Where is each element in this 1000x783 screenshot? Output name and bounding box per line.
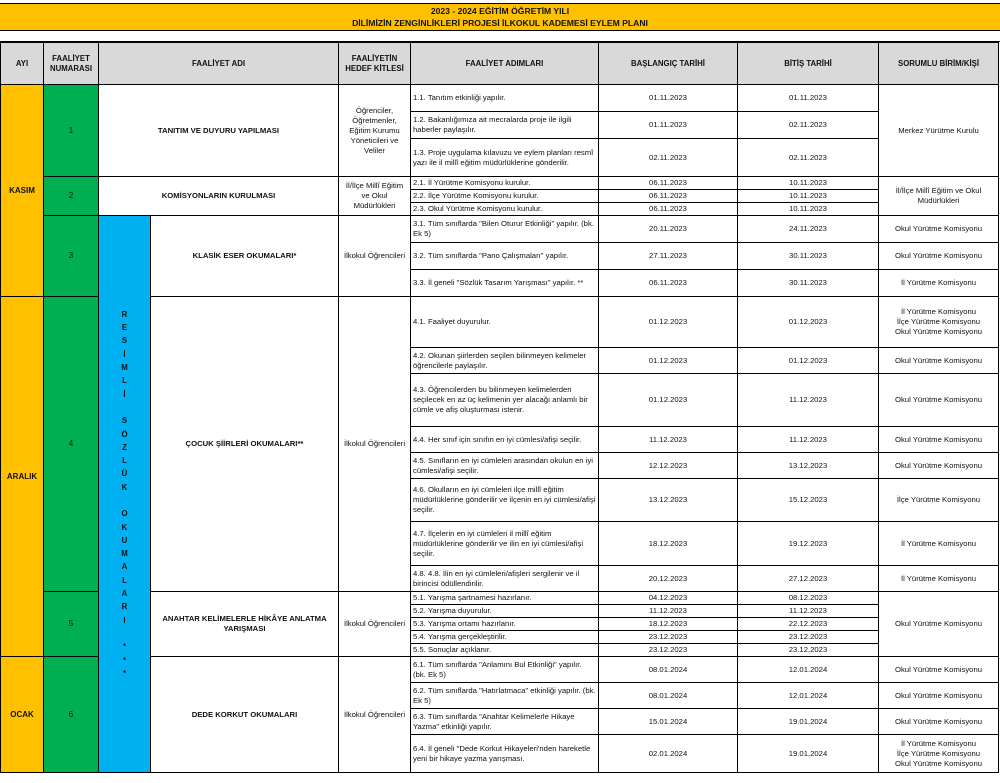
resmi-letter: U <box>121 535 128 545</box>
step-text: 2.1. İl Yürütme Komisyonu kurulur. <box>411 177 599 190</box>
step-text: 4.7. İlçelerin en iyi cümleleri il millî eğitim müdürlüklerine gönderilir ve ilin en iyi cümlesi/afişi seçilir. <box>411 522 599 566</box>
step-start-date: 20.11.2023 <box>599 216 738 243</box>
step-end-date: 11.12.2023 <box>738 605 879 618</box>
step-start-date: 11.12.2023 <box>599 605 738 618</box>
activity-name: KLASİK ESER OKUMALARI* <box>151 216 339 297</box>
step-end-date: 01.12.2023 <box>738 297 879 348</box>
step-text: 2.2. İlçe Yürütme Komisyonu kurulur. <box>411 190 599 203</box>
step-responsible: Okul Yürütme Komisyonu <box>879 453 999 479</box>
step-responsible: Okul Yürütme Komisyonu <box>879 243 999 270</box>
header-faaliyet-adi: FAALİYET ADI <box>99 43 339 85</box>
table-row <box>1 216 999 243</box>
step-responsible: İlçe Yürütme Komisyonu <box>879 479 999 522</box>
resmi-letter: I <box>123 615 126 625</box>
step-responsible: Okul Yürütme Komisyonu <box>879 657 999 683</box>
step-start-date: 12.12.2023 <box>599 453 738 479</box>
step-text: 6.3. Tüm sınıflarda "Anahtar Kelimelerle Hikaye Yazma" etkinliği yapılır. <box>411 709 599 735</box>
step-start-date: 15.01.2024 <box>599 709 738 735</box>
step-text: 4.3. Öğrencilerden bu bilinmeyen kelimelerden seçilecek en az üç kelimenin yer alacağı anlamlı bir cümle ve afiş oluşturması istenir. <box>411 374 599 427</box>
step-start-date: 04.12.2023 <box>599 592 738 605</box>
resmi-letter: * <box>122 642 127 652</box>
step-end-date: 23.12.2023 <box>738 644 879 657</box>
activity-name: TANITIM VE DUYURU YAPILMASI <box>99 85 339 177</box>
step-end-date: 19.01.2024 <box>738 709 879 735</box>
step-end-date: 19.01.2024 <box>738 735 879 773</box>
step-text: 4.2. Okunan şiirlerden seçilen bilinmeyen kelimeler öğrencilerle paylaşılır. <box>411 348 599 374</box>
step-start-date: 11.12.2023 <box>599 427 738 453</box>
activity-number: 2 <box>44 177 99 216</box>
step-responsible: İl Yürütme Komisyonu İlçe Yürütme Komisyonu Okul Yürütme Komisyonu <box>879 297 999 348</box>
step-text: 4.4. Her sınıf için sınıfın en iyi cümlesi/afişi seçilir. <box>411 427 599 453</box>
step-responsible: Okul Yürütme Komisyonu <box>879 683 999 709</box>
activity-target: İlkokul Öğrencileri <box>339 657 411 773</box>
step-text: 3.2. Tüm sınıflarda "Pano Çalışmaları" yapılır. <box>411 243 599 270</box>
step-responsible: Okul Yürütme Komisyonu <box>879 427 999 453</box>
resmi-letter: Ü <box>121 469 128 479</box>
step-text: 5.4. Yarışma gerçekleştirilir. <box>411 631 599 644</box>
step-text: 5.2. Yarışma duyurulur. <box>411 605 599 618</box>
resmi-letter: İ <box>123 389 126 399</box>
resmi-letter: E <box>121 323 128 333</box>
resmi-letter: R <box>121 309 128 319</box>
step-start-date: 01.12.2023 <box>599 348 738 374</box>
step-text: 3.3. İl geneli "Sözlük Tasarım Yarışması" yapılır. ** <box>411 270 599 297</box>
action-plan-table <box>0 42 999 773</box>
activity-number: 1 <box>44 85 99 177</box>
resmi-letter: Ö <box>121 429 128 439</box>
step-responsible: Okul Yürütme Komisyonu <box>879 709 999 735</box>
activity-number: 5 <box>44 592 99 657</box>
step-start-date: 23.12.2023 <box>599 644 738 657</box>
resmi-letter <box>123 494 125 507</box>
step-end-date: 01.12.2023 <box>738 348 879 374</box>
header-faaliyet-numarasi: FAALİYET NUMARASI <box>44 43 99 85</box>
activity-name: DEDE KORKUT OKUMALARI <box>151 657 339 773</box>
step-text: 2.3. Okul Yürütme Komisyonu kurulur. <box>411 203 599 216</box>
resmi-letter: S <box>121 416 128 426</box>
activity-number: 3 <box>44 216 99 297</box>
document-title <box>0 3 1000 31</box>
resmi-letter: L <box>122 376 127 386</box>
step-end-date: 23.12.2023 <box>738 631 879 644</box>
step-start-date: 23.12.2023 <box>599 631 738 644</box>
resmi-letter: O <box>121 509 128 519</box>
table-row <box>1 592 999 605</box>
step-text: 6.1. Tüm sınıflarda "Anlamını Bul Etkinliği" yapılır. (bk. Ek 5) <box>411 657 599 683</box>
header-sorumlu: SORUMLU BİRİM/KİŞİ <box>879 43 999 85</box>
resmi-letter: S <box>121 336 128 346</box>
resmi-letter <box>123 401 125 414</box>
activity-number: 4 <box>44 297 99 592</box>
resmi-letter: * <box>122 668 127 678</box>
resmi-letter: İ <box>123 349 126 359</box>
step-text: 4.8. 4.8. İlin en iyi cümleleri/afişleri sergilenir ve il birincisi ödüllendirilir. <box>411 566 599 592</box>
step-end-date: 30.11.2023 <box>738 270 879 297</box>
resmi-letter: A <box>121 562 128 572</box>
step-end-date: 24.11.2023 <box>738 216 879 243</box>
title-line-2: DİLİMİZİN ZENGİNLİKLERİ PROJESİ İLKOKUL KADEMESİ EYLEM PLANI <box>352 18 648 28</box>
activity-responsible: Okul Yürütme Komisyonu <box>879 592 999 657</box>
step-start-date: 18.12.2023 <box>599 522 738 566</box>
resmi-letter: M <box>121 549 128 559</box>
step-text: 6.2. Tüm sınıflarda "Hatırlatmaca" etkinliği yapılır. (bk. Ek 5) <box>411 683 599 709</box>
table-row <box>1 297 999 348</box>
resmi-letter: M <box>121 363 128 373</box>
step-responsible: İl Yürütme Komisyonu <box>879 566 999 592</box>
step-text: 5.5. Sonuçlar açıklanır. <box>411 644 599 657</box>
step-end-date: 12.01.2024 <box>738 683 879 709</box>
step-text: 5.3. Yarışma ortamı hazırlanır. <box>411 618 599 631</box>
month-ocak: OCAK <box>1 657 44 773</box>
step-end-date: 11.12.2023 <box>738 427 879 453</box>
step-start-date: 06.11.2023 <box>599 177 738 190</box>
step-start-date: 01.11.2023 <box>599 85 738 112</box>
step-text: 4.6. Okulların en iyi cümleleri ilçe millî eğitim müdürlüklerine gönderilir ve ilçenin en iyi cümlesi/afişi seçilir. <box>411 479 599 522</box>
month-aralik: ARALIK <box>1 297 44 657</box>
step-end-date: 02.11.2023 <box>738 112 879 139</box>
step-end-date: 10.11.2023 <box>738 203 879 216</box>
resmi-sozluk-okumalari-label <box>99 216 151 773</box>
activity-target: İlkokul Öğrencileri <box>339 592 411 657</box>
step-responsible: İl Yürütme Komisyonu İlçe Yürütme Komisyonu Okul Yürütme Komisyonu <box>879 735 999 773</box>
step-text: 1.2. Bakanlığımıza ait mecralarda proje ile ilgili haberler paylaşılır. <box>411 112 599 139</box>
step-end-date: 02.11.2023 <box>738 139 879 177</box>
resmi-letter: A <box>121 589 128 599</box>
step-start-date: 06.11.2023 <box>599 190 738 203</box>
step-start-date: 02.01.2024 <box>599 735 738 773</box>
step-start-date: 06.11.2023 <box>599 270 738 297</box>
step-text: 5.1. Yarışma şartnamesi hazırlanır. <box>411 592 599 605</box>
table-row <box>1 177 999 190</box>
step-text: 1.1. Tanıtım etkinliği yapılır. <box>411 85 599 112</box>
activity-responsible: İl/İlçe Millî Eğitim ve Okul Müdürlükleri <box>879 177 999 216</box>
activity-number: 6 <box>44 657 99 773</box>
resmi-letter: * <box>122 655 127 665</box>
step-responsible: Okul Yürütme Komisyonu <box>879 216 999 243</box>
step-end-date: 01.11.2023 <box>738 85 879 112</box>
step-start-date: 13.12.2023 <box>599 479 738 522</box>
step-responsible: İl Yürütme Komisyonu <box>879 270 999 297</box>
step-start-date: 20.12.2023 <box>599 566 738 592</box>
resmi-letter <box>123 627 125 640</box>
resmi-letter: L <box>122 575 127 585</box>
step-end-date: 13.12.2023 <box>738 453 879 479</box>
step-responsible: Okul Yürütme Komisyonu <box>879 348 999 374</box>
step-start-date: 01.12.2023 <box>599 374 738 427</box>
table-row <box>1 657 999 683</box>
step-text: 3.1. Tüm sınıflarda "Bilen Oturur Etkinliği" yapılır. (bk. Ek 5) <box>411 216 599 243</box>
header-bitis-tarihi: BİTİŞ TARİHİ <box>738 43 879 85</box>
step-end-date: 22.12.2023 <box>738 618 879 631</box>
step-start-date: 27.11.2023 <box>599 243 738 270</box>
title-line-1: 2023 - 2024 EĞİTİM ÖĞRETİM YILI <box>430 6 570 16</box>
header-ayi: AYI <box>1 43 44 85</box>
activity-name: ANAHTAR KELİMELERLE HİKÂYE ANLATMA YARIŞMASI <box>151 592 339 657</box>
step-start-date: 01.12.2023 <box>599 297 738 348</box>
step-end-date: 12.01.2024 <box>738 657 879 683</box>
step-end-date: 27.12.2023 <box>738 566 879 592</box>
step-text: 1.3. Proje uygulama kılavuzu ve eylem planları resmî yazı ile il millî eğitim müdürlüklerine gönderilir. <box>411 139 599 177</box>
activity-target: İlkokul Öğrencileri <box>339 216 411 297</box>
step-text: 6.4. İl geneli "Dede Korkut Hikayeleri'nden hareketle yeni bir hikaye yazma yarışması. <box>411 735 599 773</box>
resmi-letter: K <box>121 522 128 532</box>
header-faaliyet-adimlari: FAALİYET ADIMLARI <box>411 43 599 85</box>
step-start-date: 01.11.2023 <box>599 112 738 139</box>
step-end-date: 19.12.2023 <box>738 522 879 566</box>
activity-target: İl/İlçe Millî Eğitim ve Okul Müdürlükleri <box>339 177 411 216</box>
header-hedef-kitlesi: FAALİYETİN HEDEF KİTLESİ <box>339 43 411 85</box>
resmi-letter: Z <box>122 442 127 452</box>
step-text: 4.5. Sınıfların en iyi cümleleri arasından okulun en iyi cümlesi/afişi seçilir. <box>411 453 599 479</box>
step-start-date: 08.01.2024 <box>599 657 738 683</box>
resmi-letter: L <box>122 456 127 466</box>
activity-responsible: Merkez Yürütme Kurulu <box>879 85 999 177</box>
header-baslangic-tarihi: BAŞLANGIÇ TARİHİ <box>599 43 738 85</box>
step-end-date: 11.12.2023 <box>738 374 879 427</box>
step-end-date: 15.12.2023 <box>738 479 879 522</box>
table-row <box>1 85 999 112</box>
activity-target: Öğrenciler, Öğretmenler, Eğitim Kurumu Yöneticileri ve Veliler <box>339 85 411 177</box>
step-end-date: 10.11.2023 <box>738 190 879 203</box>
activity-name: KOMİSYONLARIN KURULMASI <box>99 177 339 216</box>
step-start-date: 06.11.2023 <box>599 203 738 216</box>
step-end-date: 10.11.2023 <box>738 177 879 190</box>
resmi-letter: K <box>121 482 128 492</box>
step-start-date: 02.11.2023 <box>599 139 738 177</box>
step-end-date: 08.12.2023 <box>738 592 879 605</box>
step-start-date: 08.01.2024 <box>599 683 738 709</box>
step-text: 4.1. Faaliyet duyurulur. <box>411 297 599 348</box>
step-responsible: Okul Yürütme Komisyonu <box>879 374 999 427</box>
step-responsible: İl Yürütme Komisyonu <box>879 522 999 566</box>
month-kasim: KASIM <box>1 85 44 297</box>
step-start-date: 18.12.2023 <box>599 618 738 631</box>
resmi-letter: R <box>121 602 128 612</box>
step-end-date: 30.11.2023 <box>738 243 879 270</box>
activity-target: İlkokul Öğrencileri <box>339 297 411 592</box>
activity-name: ÇOCUK ŞİİRLERİ OKUMALARI** <box>151 297 339 592</box>
